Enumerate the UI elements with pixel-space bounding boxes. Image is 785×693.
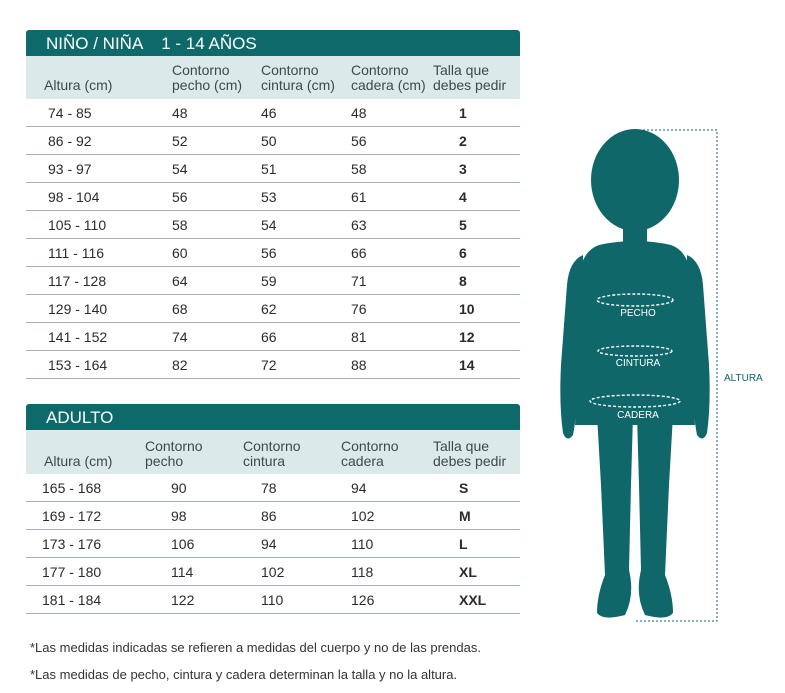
- chest-cell: 64: [172, 273, 188, 289]
- table-row: [26, 351, 520, 379]
- hip-cell: 63: [351, 217, 367, 233]
- height-cell: 86 - 92: [48, 133, 92, 149]
- size-cell: M: [459, 508, 471, 524]
- note-body-measurements: *Las medidas indicadas se refieren a medidas del cuerpo y no de las prendas.: [30, 640, 481, 655]
- chest-label: PECHO: [620, 308, 656, 319]
- height-cell: 74 - 85: [48, 105, 92, 121]
- waist-cell: 66: [261, 329, 277, 345]
- waist-cell: 86: [261, 508, 277, 524]
- waist-cell: 78: [261, 480, 277, 496]
- table-row: [26, 127, 520, 155]
- chest-cell: 74: [172, 329, 188, 345]
- size-cell: 3: [459, 161, 467, 177]
- waist-cell: 102: [261, 564, 285, 580]
- waist-cell: 50: [261, 133, 277, 149]
- table-row: [26, 239, 520, 267]
- hip-cell: 66: [351, 245, 367, 261]
- adult-header-height: Altura (cm): [44, 453, 113, 469]
- table-row: [26, 183, 520, 211]
- kids-header-chest: Contorno pecho (cm): [172, 62, 243, 93]
- waist-label: CINTURA: [615, 358, 661, 369]
- hip-cell: 56: [351, 133, 367, 149]
- hip-cell: 126: [351, 592, 375, 608]
- kids-header-height: Altura (cm): [44, 77, 113, 93]
- adult-header-chest: Contorno pecho: [145, 438, 203, 469]
- kids-header-size: Talla que debes pedir: [433, 62, 507, 93]
- chest-cell: 90: [171, 480, 187, 496]
- table-row: [26, 586, 520, 614]
- hip-cell: 76: [351, 301, 367, 317]
- hip-cell: 102: [351, 508, 375, 524]
- adult-header-waist: Contorno cintura: [243, 438, 301, 469]
- chest-cell: 98: [171, 508, 187, 524]
- size-cell: XL: [459, 564, 477, 580]
- chest-cell: 48: [172, 105, 188, 121]
- size-cell: 1: [459, 105, 467, 121]
- height-label: ALTURA: [724, 373, 763, 384]
- table-row: [26, 295, 520, 323]
- size-cell: 6: [459, 245, 467, 261]
- size-cell: 2: [459, 133, 467, 149]
- size-cell: 5: [459, 217, 467, 233]
- size-cell: XXL: [459, 592, 487, 608]
- table-row: [26, 323, 520, 351]
- height-cell: 117 - 128: [48, 273, 107, 289]
- hip-cell: 94: [351, 480, 367, 496]
- size-cell: S: [459, 480, 469, 496]
- table-row: [26, 211, 520, 239]
- table-row: [26, 99, 520, 127]
- table-row: [26, 558, 520, 586]
- hip-cell: 88: [351, 357, 367, 373]
- child-silhouette-diagram: [555, 125, 780, 625]
- adult-table-header: [26, 430, 520, 474]
- waist-cell: 54: [261, 217, 277, 233]
- table-row: [26, 502, 520, 530]
- hip-cell: 61: [351, 189, 367, 205]
- kids-table-title: NIÑO / NIÑA 1 - 14 AÑOS: [26, 30, 520, 56]
- height-cell: 141 - 152: [48, 329, 108, 345]
- chest-cell: 60: [172, 245, 188, 261]
- adult-table-body: [26, 474, 520, 614]
- waist-cell: 110: [261, 592, 284, 608]
- chest-cell: 54: [172, 161, 188, 177]
- size-cell: 4: [459, 189, 467, 205]
- size-cell: 8: [459, 273, 467, 289]
- height-cell: 169 - 172: [42, 508, 102, 524]
- table-row: [26, 530, 520, 558]
- chest-cell: 68: [172, 301, 188, 317]
- adult-table-title: ADULTO: [26, 404, 520, 430]
- hip-cell: 81: [351, 329, 367, 345]
- child-silhouette: [560, 129, 709, 618]
- kids-size-table: [26, 30, 520, 379]
- adult-header-hip: Contorno cadera: [341, 438, 399, 469]
- table-row: [26, 474, 520, 502]
- chest-cell: 58: [172, 217, 188, 233]
- hip-cell: 58: [351, 161, 367, 177]
- waist-cell: 59: [261, 273, 277, 289]
- size-cell: L: [459, 536, 468, 552]
- waist-cell: 62: [261, 301, 277, 317]
- hip-label: CADERA: [617, 410, 659, 421]
- adult-size-table: [26, 404, 520, 614]
- size-cell: 12: [459, 329, 475, 345]
- waist-cell: 94: [261, 536, 277, 552]
- height-cell: 173 - 176: [42, 536, 102, 552]
- chest-cell: 106: [171, 536, 195, 552]
- kids-header-waist: Contorno cintura (cm): [261, 62, 335, 93]
- hip-cell: 110: [351, 536, 374, 552]
- height-cell: 165 - 168: [42, 480, 102, 496]
- kids-header-hip: Contorno cadera (cm): [351, 62, 426, 93]
- height-cell: 153 - 164: [48, 357, 108, 373]
- chest-cell: 82: [172, 357, 188, 373]
- note-size-determination: *Las medidas de pecho, cintura y cadera determinan la talla y no la altura.: [30, 667, 458, 682]
- size-cell: 14: [459, 357, 475, 373]
- height-cell: 105 - 110: [48, 217, 107, 233]
- height-cell: 129 - 140: [48, 301, 108, 317]
- height-cell: 177 - 180: [42, 564, 102, 580]
- table-row: [26, 267, 520, 295]
- height-cell: 93 - 97: [48, 161, 92, 177]
- chest-cell: 114: [171, 564, 194, 580]
- height-cell: 111 - 116: [48, 245, 105, 261]
- chest-cell: 122: [171, 592, 195, 608]
- waist-cell: 53: [261, 189, 277, 205]
- chest-cell: 52: [172, 133, 188, 149]
- waist-cell: 72: [261, 357, 277, 373]
- hip-cell: 48: [351, 105, 367, 121]
- height-cell: 98 - 104: [48, 189, 100, 205]
- waist-cell: 51: [261, 161, 277, 177]
- waist-cell: 46: [261, 105, 277, 121]
- hip-cell: 118: [351, 564, 374, 580]
- size-cell: 10: [459, 301, 475, 317]
- table-row: [26, 155, 520, 183]
- chest-cell: 56: [172, 189, 188, 205]
- kids-table-header: [26, 56, 520, 99]
- height-cell: 181 - 184: [42, 592, 102, 608]
- kids-table-body: [26, 99, 520, 379]
- adult-header-size: Talla que debes pedir: [433, 438, 507, 469]
- waist-cell: 56: [261, 245, 277, 261]
- hip-cell: 71: [351, 273, 367, 289]
